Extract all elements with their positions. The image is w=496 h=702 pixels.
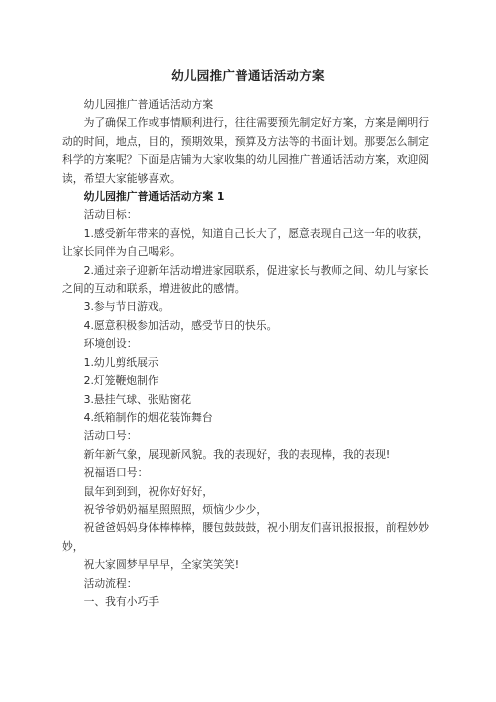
paragraph: 一、我有小巧手	[83, 594, 160, 608]
paragraph: 1.感受新年带来的喜悦，知道自己长大了，愿意表现自己这一年的收获，让家长同伴为自己喝彩。	[62, 226, 429, 259]
paragraph: 4.愿意积极参加活动，感受节日的快乐。	[83, 318, 278, 332]
paragraph: 4.纸箱制作的烟花装饰舞台	[83, 410, 213, 424]
section-heading: 幼儿园推广普通话活动方案 1	[83, 190, 225, 204]
paragraph: 3.悬挂气球、张贴窗花	[83, 392, 192, 406]
paragraph: 鼠年到到到，祝你好好好，	[83, 484, 214, 498]
document-title: 幼儿园推广普通话活动方案	[171, 68, 325, 83]
paragraph: 活动流程：	[83, 576, 138, 590]
paragraph: 新年新气象，展现新风貌。我的表现好，我的表现棒，我的表现!	[83, 447, 391, 461]
paragraph: 幼儿园推广普通话活动方案	[83, 98, 214, 111]
paragraph: 3.参与节日游戏。	[83, 300, 170, 314]
paragraph: 祝爸爸妈妈身体棒棒棒，腰包鼓鼓鼓，祝小朋友们喜讯报报报，前程妙妙妙，	[62, 521, 430, 553]
paragraph: 环境创设：	[83, 337, 138, 351]
paragraph: 活动口号：	[83, 429, 138, 443]
paragraph: 祝大家圆梦早早早，全家笑笑笑!	[83, 558, 240, 572]
paragraph: 为了确保工作或事情顺利进行，往往需要预先制定好方案，方案是阐明行动的时间，地点，目的，预期效果，预算及方法等的书面计划。那要怎么制定科学的方案呢？下面是店铺为大家收集的幼儿园推广普通话活动方案，欢迎阅读，希望大家能够喜欢。	[62, 116, 430, 185]
paragraph: 1.幼儿剪纸展示	[83, 355, 159, 369]
paragraph: 2.通过亲子迎新年活动增进家园联系，促进家长与教师之间、幼儿与家长之间的互动和联系，增进彼此的感情。	[62, 263, 429, 296]
paragraph: 祝福语口号：	[83, 466, 149, 480]
paragraph: 祝爷爷奶奶福星照照照，烦恼少少少，	[83, 502, 268, 516]
paragraph: 活动目标：	[83, 208, 138, 222]
paragraph: 2.灯笼鞭炮制作	[83, 374, 159, 388]
document-body	[62, 96, 438, 611]
